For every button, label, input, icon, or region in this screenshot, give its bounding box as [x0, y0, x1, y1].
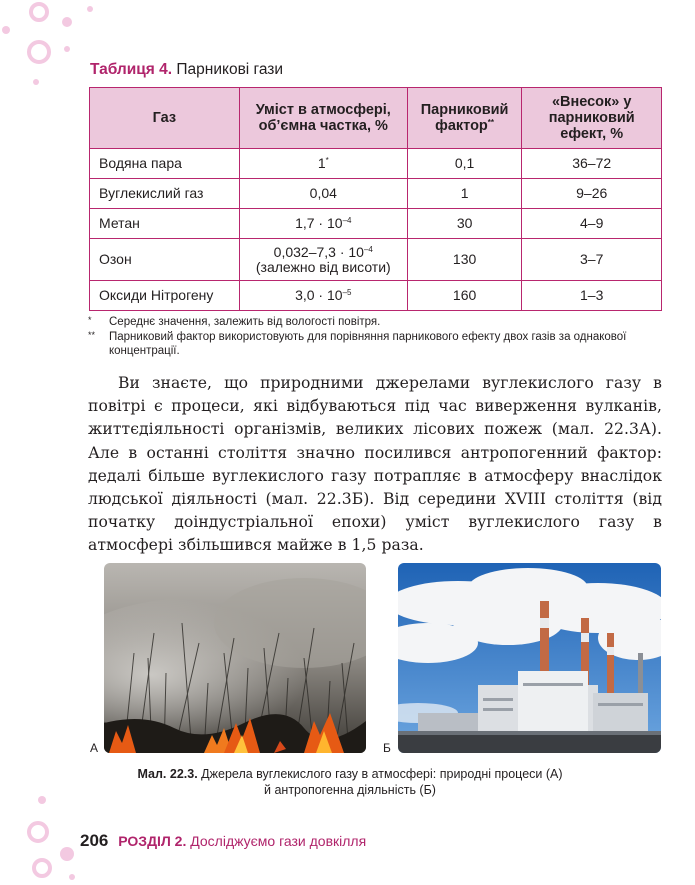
cell-content-note: (залежно від висоти)	[255, 258, 391, 275]
footnote-mark: *	[88, 315, 92, 325]
cell-gas: Метан	[90, 209, 240, 239]
cell-content-exponent: –4	[363, 244, 373, 254]
cell-contribution: 1–3	[522, 281, 662, 311]
cell-factor: 130	[407, 239, 522, 281]
table-header-row	[90, 88, 662, 149]
cell-gas: Водяна пара	[90, 149, 240, 179]
section-label: РОЗДІЛ 2.	[118, 833, 187, 849]
table-row	[90, 209, 662, 239]
header-factor-mark: **	[487, 118, 495, 127]
figure-caption-line1: Джерела вуглекислого газу в атмосфері: природні процеси (А)	[201, 767, 563, 781]
power-plant-photo	[398, 563, 661, 753]
footnote-mark: **	[88, 330, 96, 340]
cell-content-base: 0,032–7,3 · 10	[273, 243, 364, 260]
page-number: 206	[80, 831, 109, 850]
body-paragraph: Ви знаєте, що природними джерелами вуглекислого газу в повітрі є процеси, які відбуваються під час виверження вулканів, життєдіяльності організмів, великих лісових пожеж (мал. 22.3А). Але в останні століття значно посилився антропогенний фактор: дедалі більше вуглекислого газу потрапляє в атмосферу внаслідок людської діяльності (мал. 22.3Б). Від середини XVIII століття (від початку доіндустріальної епохи) уміст вуглекислого газу в атмосфері збільшився майже в 1,5 раза.	[88, 374, 662, 555]
cell-factor: 0,1	[407, 149, 522, 179]
cell-contribution: 36–72	[522, 149, 662, 179]
cell-content	[239, 281, 407, 311]
cell-contribution: 3–7	[522, 239, 662, 281]
table-row	[90, 281, 662, 311]
decorative-dots	[0, 0, 100, 100]
cell-gas: Вуглекислий газ	[90, 179, 240, 209]
cell-content-base: 3,0 · 10	[295, 287, 343, 303]
figure-caption-line2: й антропогенна діяльність (Б)	[264, 783, 436, 797]
table-row	[90, 179, 662, 209]
cell-content-exponent: –5	[342, 288, 352, 297]
cell-content-exponent: –4	[342, 216, 352, 225]
cell-content: 0,04	[239, 179, 407, 209]
header-contribution: «Внесок» у парниковий ефект, %	[522, 88, 662, 149]
table-row	[90, 149, 662, 179]
decorative-dots	[0, 792, 90, 885]
table-caption-title: Парникові гази	[176, 61, 284, 78]
figure-caption	[100, 766, 600, 798]
cell-content-value: 1	[317, 155, 326, 171]
footnote-text: Парниковий фактор використовують для порівняння парникового ефекту двох газів за однакової концентрації.	[109, 331, 627, 357]
table-caption-label: Таблиця 4.	[90, 61, 173, 78]
table-caption	[90, 61, 283, 79]
cell-content	[239, 149, 407, 179]
figure-caption-label: Мал. 22.3.	[137, 767, 198, 781]
cell-gas: Оксиди Нітрогену	[90, 281, 240, 311]
footnotes	[88, 315, 668, 359]
cell-factor: 1	[407, 179, 522, 209]
cell-content	[239, 209, 407, 239]
header-content: Уміст в атмосфері, об’ємна частка, %	[239, 88, 407, 149]
cell-content-base: 1,7 · 10	[295, 215, 343, 231]
header-gas: Газ	[90, 88, 240, 149]
fire-photo	[104, 563, 366, 753]
section-title: Досліджуємо гази довкілля	[190, 833, 367, 849]
cell-contribution: 9–26	[522, 179, 662, 209]
photo-label-a: А	[90, 741, 99, 755]
cell-factor: 160	[407, 281, 522, 311]
cell-contribution: 4–9	[522, 209, 662, 239]
cell-factor: 30	[407, 209, 522, 239]
page-footer	[80, 831, 366, 851]
footnote	[88, 315, 668, 329]
cell-content	[239, 239, 407, 281]
cell-content-mark: *	[325, 156, 329, 165]
header-factor-text: Парниковий фактор	[420, 102, 509, 134]
footnote	[88, 330, 668, 358]
greenhouse-gases-table	[89, 87, 662, 311]
header-factor	[407, 88, 522, 149]
table-row	[90, 239, 662, 281]
footnote-text: Середнє значення, залежить від вологості повітря.	[109, 316, 381, 328]
cell-gas: Озон	[90, 239, 240, 281]
photo-label-b: Б	[383, 741, 391, 755]
